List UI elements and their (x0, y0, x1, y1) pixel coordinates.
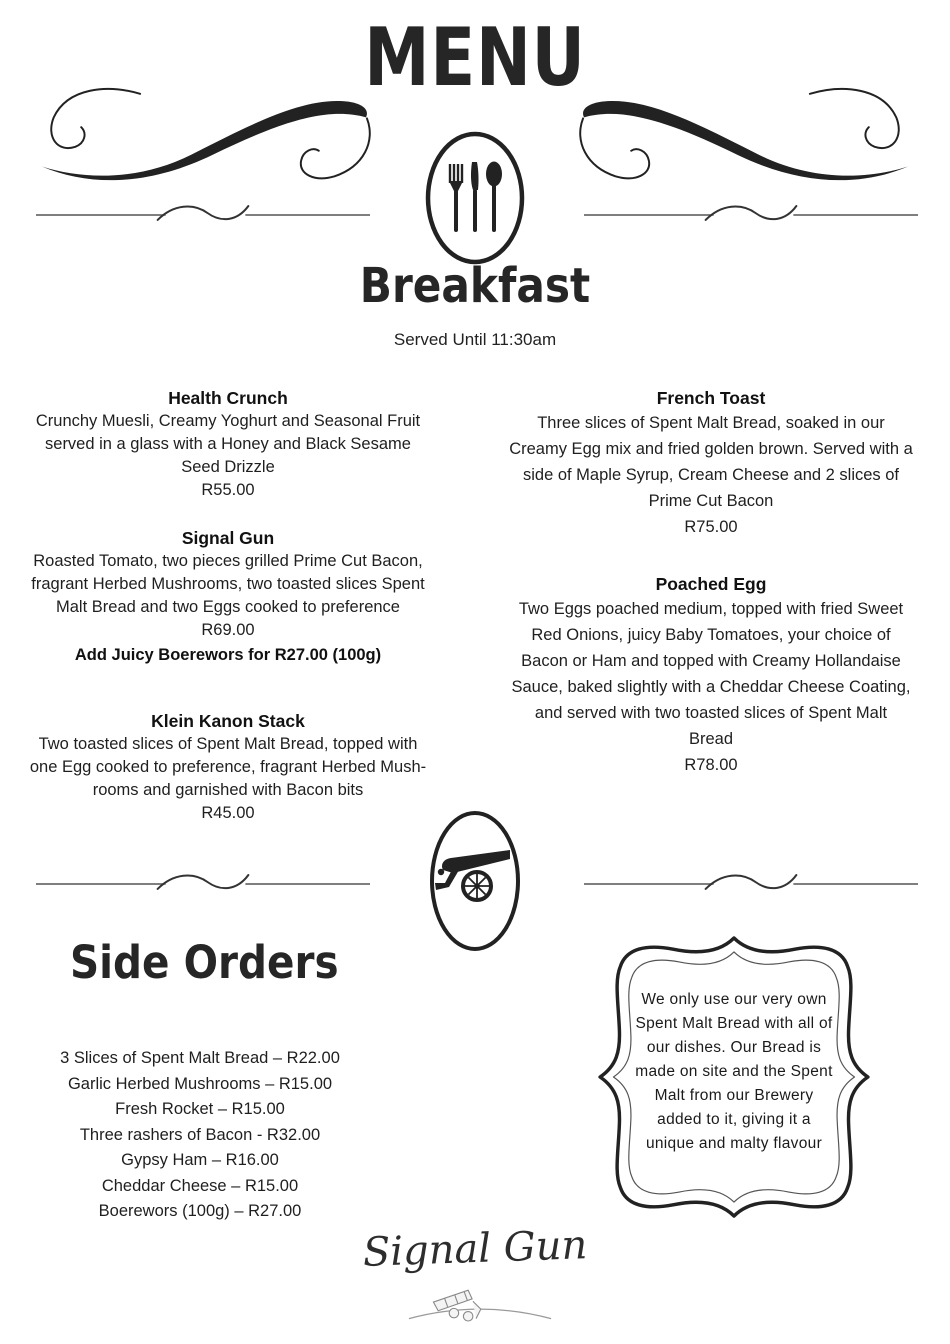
menu-item-health-crunch (28, 386, 428, 502)
item-description-line: Roasted Tomato, two pieces grilled Prime Cut Bacon, (33, 552, 423, 570)
item-description (495, 410, 927, 514)
note-line: made on site and the Spent (635, 1063, 833, 1080)
menu-item-signal-gun (28, 526, 428, 667)
side-order-item: Fresh Rocket – R15.00 (115, 1100, 285, 1118)
item-description-line: Prime Cut Bacon (648, 492, 774, 510)
item-description (28, 550, 428, 619)
item-description-line: Two toasted slices of Spent Malt Bread, topped with (38, 735, 418, 753)
item-price: R78.00 (684, 756, 738, 774)
item-description (28, 733, 428, 802)
swash-right-icon (570, 84, 928, 192)
item-name: Health Crunch (168, 388, 288, 408)
item-description-line: Three slices of Spent Malt Bread, soaked in our (537, 414, 885, 432)
swash-left-icon (22, 84, 380, 192)
item-name: French Toast (656, 388, 766, 408)
side-order-item: Cheddar Cheese – R15.00 (101, 1176, 299, 1195)
fork-knife-spoon-oval-icon (423, 128, 527, 268)
item-note: Add Juicy Boerewors for R27.00 (100g) (74, 646, 382, 664)
menu-item-poached-egg (495, 572, 927, 778)
note-line: unique and malty flavour (645, 1135, 823, 1152)
side-order-item: 3 Slices of Spent Malt Bread – R22.00 (60, 1049, 340, 1067)
item-description-line: rooms and garnished with Bacon bits (92, 781, 364, 799)
side-order-item: Three rashers of Bacon - R32.00 (79, 1125, 321, 1144)
item-description-line: Sauce, baked slightly with a Cheddar Cheese Coating, (511, 678, 911, 696)
line-with-wave-divider (36, 869, 370, 895)
item-description-line: one Egg cooked to preference, fragrant Herbed Mush- (29, 758, 427, 776)
item-description-line: fragrant Herbed Mushrooms, two toasted slices Spent (31, 575, 425, 593)
item-name: Poached Egg (655, 574, 767, 594)
item-price: R45.00 (201, 804, 255, 822)
note-text (624, 988, 844, 1156)
side-order-item: Gypsy Ham – R16.00 (121, 1151, 279, 1169)
line-with-wave-divider (584, 869, 918, 895)
item-description-line: Bacon or Ham and topped with Creamy Hollandaise (521, 652, 901, 670)
item-description-line: Seed Drizzle (181, 458, 275, 476)
note-line: We only use our very own (641, 991, 827, 1008)
item-name: Signal Gun (181, 528, 275, 548)
note-box (598, 936, 870, 1218)
item-name: Klein Kanon Stack (151, 711, 305, 731)
note-line: Spent Malt Bread with all of (635, 1015, 833, 1032)
item-price: R69.00 (201, 621, 255, 639)
page-title: MENU (364, 11, 586, 104)
item-price: R75.00 (684, 518, 738, 536)
item-description-line: side of Maple Syrup, Cream Cheese and 2 slices of (522, 466, 900, 484)
item-description-line: Creamy Egg mix and fried golden brown. Served with a (509, 440, 913, 458)
side-order-item: Garlic Herbed Mushrooms – R15.00 (67, 1074, 333, 1093)
line-with-wave-divider (36, 200, 370, 226)
menu-column-left (28, 386, 428, 825)
item-description (495, 596, 927, 752)
item-description-line: Two Eggs poached medium, topped with fried Sweet (518, 600, 904, 618)
note-line: our dishes. Our Bread is (646, 1039, 822, 1056)
line-with-wave-divider (584, 200, 918, 226)
item-description-line: Crunchy Muesli, Creamy Yoghurt and Seasonal Fruit (35, 412, 421, 430)
section-heading: Breakfast (359, 258, 591, 314)
side-orders-list (25, 1046, 375, 1225)
signature-text: Signal Gun (362, 1222, 588, 1276)
menu-column-right (495, 386, 927, 778)
item-description-line: served in a glass with a Honey and Black Sesame (45, 435, 411, 453)
item-description-line: and served with two toasted slices of Spent Malt (534, 704, 888, 722)
menu-item-klein-kanon-stack (28, 709, 428, 825)
cannon-sketch-icon (405, 1282, 555, 1330)
side-orders-heading: Side Orders (70, 936, 339, 989)
item-description (28, 410, 428, 479)
item-description-line: Red Onions, juicy Baby Tomatoes, your choice of (531, 626, 891, 644)
side-order-item: Boerewors (100g) – R27.00 (98, 1202, 302, 1220)
item-description-line: Malt Bread and two Eggs cooked to preference (56, 598, 400, 616)
menu-item-french-toast (495, 386, 927, 540)
note-line: Malt from our Brewery (654, 1087, 814, 1104)
item-price: R55.00 (201, 481, 255, 499)
item-description-line: Bread (688, 730, 734, 748)
note-line: added to it, giving it a (657, 1111, 811, 1128)
section-subtitle: Served Until 11:30am (393, 330, 557, 349)
cannon-oval-icon (427, 808, 523, 954)
